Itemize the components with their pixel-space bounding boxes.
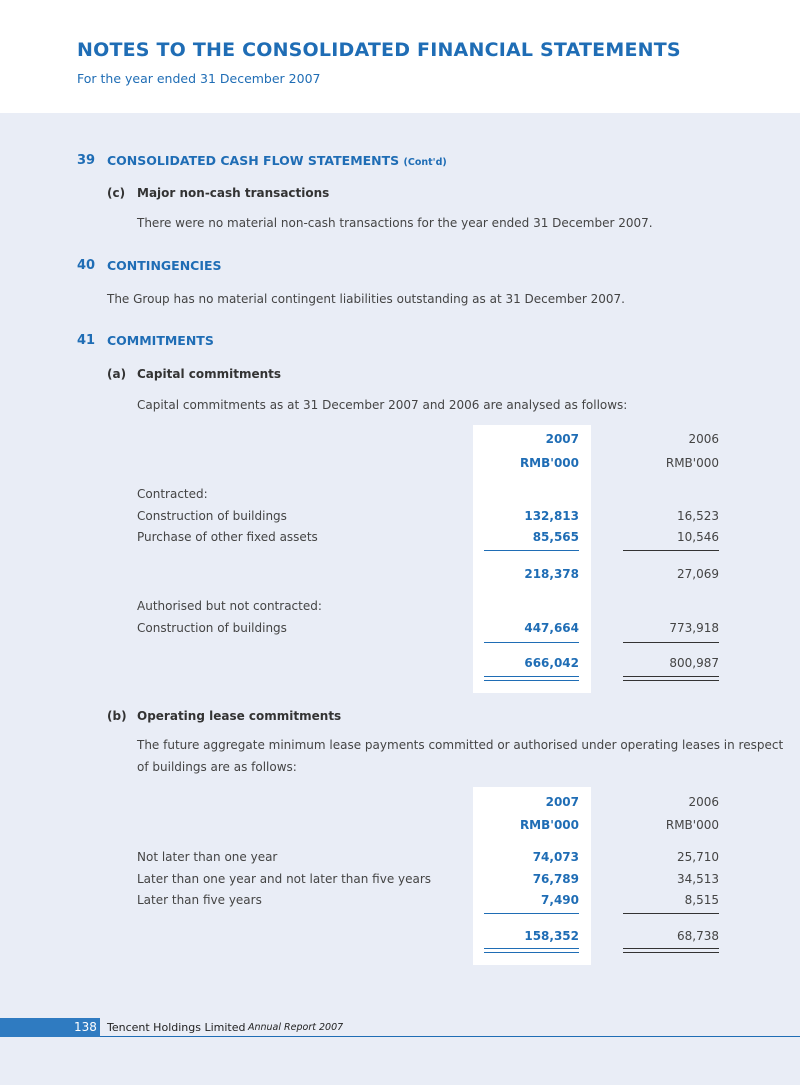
footer-report: Annual Report 2007 — [248, 1022, 344, 1033]
section-39-contd: (Cont'd) — [403, 157, 447, 168]
page-subtitle: For the year ended 31 December 2007 — [77, 71, 321, 86]
table-a-double-rule-cur-top — [484, 676, 579, 677]
footer-rule — [100, 1036, 800, 1037]
table-b-row-cur: 74,073 — [532, 850, 579, 864]
table-b-row-label: Later than one year and not later than five years — [137, 872, 432, 886]
subsection-b-text — [137, 734, 784, 778]
section-40-text: The Group has no material contingent liabilities outstanding as at 31 December 2007. — [107, 292, 625, 306]
section-41-number: 41 — [77, 333, 96, 348]
table-b-total-rule-cur — [484, 913, 579, 914]
section-39-number: 39 — [77, 153, 96, 168]
table-b-unit-cur: RMB'000 — [519, 818, 579, 832]
table-b-double-rule-cur-top — [484, 948, 579, 949]
table-a-year-prev: 2006 — [688, 432, 719, 446]
table-b-row-label: Not later than one year — [137, 850, 278, 864]
table-a-subtotal-prev: 27,069 — [677, 567, 719, 581]
subsection-a-title: Capital commitments — [137, 367, 282, 381]
subsection-b-text-line-1: The future aggregate minimum lease payments committed or authorised under operating leases in respect — [137, 738, 784, 752]
table-b-double-rule-cur-bottom — [484, 952, 579, 953]
section-39-title — [107, 153, 447, 168]
table-a-year-cur: 2007 — [545, 432, 579, 446]
table-b-total-rule-prev — [623, 913, 719, 914]
table-b-total-cur: 158,352 — [524, 929, 579, 943]
table-a-row-label: Construction of buildings — [137, 621, 287, 635]
page-number: 138 — [74, 1020, 97, 1034]
subsection-c-text: There were no material non-cash transactions for the year ended 31 December 2007. — [137, 216, 653, 230]
table-a-unit-cur: RMB'000 — [519, 456, 579, 470]
table-b-row-cur: 7,490 — [541, 893, 579, 907]
page-title: NOTES TO THE CONSOLIDATED FINANCIAL STATEMENTS — [77, 39, 681, 61]
table-b-row-cur: 76,789 — [532, 872, 579, 886]
table-a-row-cur: 447,664 — [524, 621, 579, 635]
table-b-double-rule-prev-top — [623, 948, 719, 949]
subsection-b-label: (b) — [107, 709, 127, 723]
subsection-c-title: Major non-cash transactions — [137, 186, 330, 200]
subsection-a-label: (a) — [107, 367, 127, 381]
table-a-row-label: Purchase of other fixed assets — [137, 530, 318, 544]
subsection-c-label: (c) — [107, 186, 126, 200]
table-b-year-prev: 2006 — [688, 795, 719, 809]
table-b-year-cur: 2007 — [545, 795, 579, 809]
table-a-subtotal-rule-prev — [623, 550, 719, 551]
table-a-row-cur: 132,813 — [524, 509, 579, 523]
table-b-unit-prev: RMB'000 — [665, 818, 719, 832]
section-39-title-text: CONSOLIDATED CASH FLOW STATEMENTS — [107, 153, 400, 168]
table-b-row-prev: 34,513 — [677, 872, 719, 886]
subsection-a-text: Capital commitments as at 31 December 2007 and 2006 are analysed as follows: — [137, 398, 628, 412]
table-b-double-rule-prev-bottom — [623, 952, 719, 953]
table-a-row-prev: 773,918 — [669, 621, 719, 635]
table-a-contracted-label: Contracted: — [137, 487, 208, 501]
table-a-total-prev: 800,987 — [669, 656, 719, 670]
table-a-total-rule-cur — [484, 642, 579, 643]
table-a-row-cur: 85,565 — [532, 530, 579, 544]
section-41-title: COMMITMENTS — [107, 333, 214, 348]
footer-company: Tencent Holdings Limited — [107, 1021, 246, 1034]
table-a-total-rule-prev — [623, 642, 719, 643]
table-a-row-prev: 10,546 — [677, 530, 719, 544]
table-a-row-label: Construction of buildings — [137, 509, 287, 523]
table-a-subtotal-cur: 218,378 — [524, 567, 579, 581]
table-a-row-prev: 16,523 — [677, 509, 719, 523]
table-b-total-prev: 68,738 — [677, 929, 719, 943]
section-40-title: CONTINGENCIES — [107, 258, 222, 273]
table-a-total-cur: 666,042 — [524, 656, 579, 670]
table-a-unit-prev: RMB'000 — [665, 456, 719, 470]
table-a-double-rule-prev-top — [623, 676, 719, 677]
table-a-subtotal-rule-cur — [484, 550, 579, 551]
table-a-authorised-label: Authorised but not contracted: — [137, 599, 322, 613]
table-b-row-prev: 25,710 — [677, 850, 719, 864]
table-b-row-label: Later than five years — [137, 893, 262, 907]
subsection-b-title: Operating lease commitments — [137, 709, 342, 723]
section-40-number: 40 — [77, 258, 96, 273]
table-a-double-rule-cur-bottom — [484, 680, 579, 681]
table-b-row-prev: 8,515 — [684, 893, 719, 907]
subsection-b-text-line-2: of buildings are as follows: — [137, 760, 297, 774]
table-a-double-rule-prev-bottom — [623, 680, 719, 681]
